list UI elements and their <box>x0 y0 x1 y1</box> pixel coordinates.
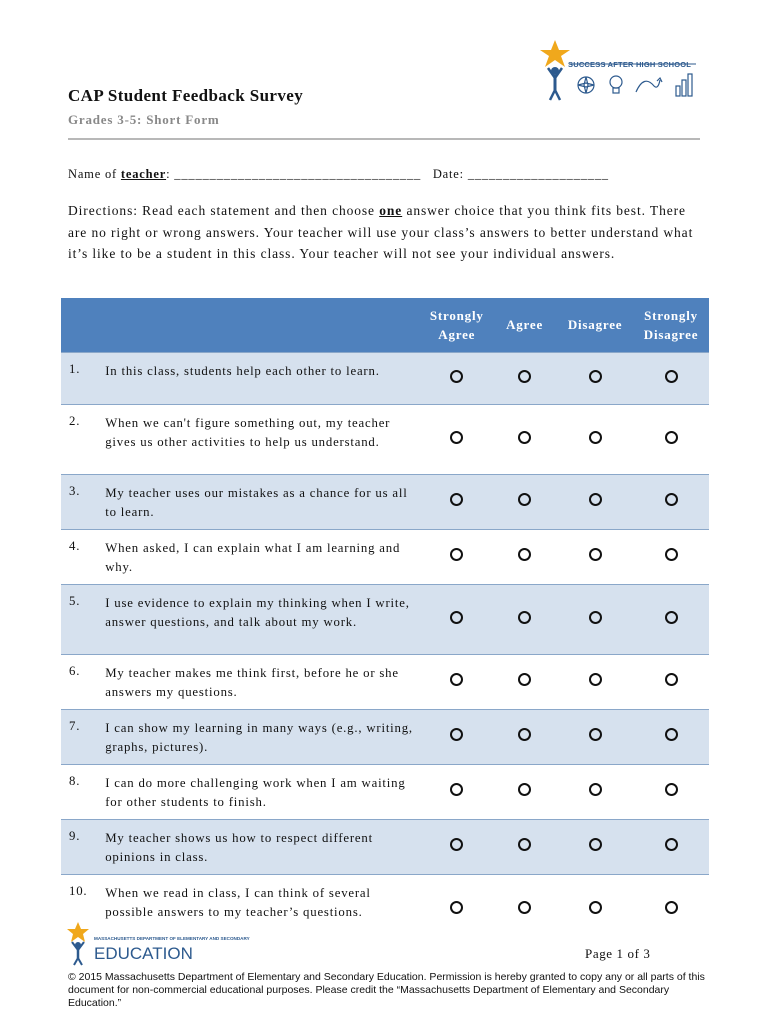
name-field[interactable]: : ___________________________________ <box>166 167 422 181</box>
answer-cell-strongly-agree <box>422 474 492 529</box>
radio-strongly-agree[interactable] <box>450 431 463 444</box>
answer-cell-disagree <box>557 764 633 819</box>
directions <box>68 200 708 265</box>
row-number: 9. <box>61 819 105 874</box>
radio-agree[interactable] <box>518 431 531 444</box>
radio-agree[interactable] <box>518 370 531 383</box>
answer-cell-disagree <box>557 709 633 764</box>
directions-part1: Directions: Read each statement and then choose <box>68 203 380 218</box>
page-title: CAP Student Feedback Survey <box>68 86 304 105</box>
answer-cell-disagree <box>557 819 633 874</box>
table-row <box>61 764 709 819</box>
answer-cell-agree <box>492 764 557 819</box>
row-statement: My teacher uses our mistakes as a chance for us all to learn. <box>105 474 421 529</box>
answer-cell-disagree <box>557 474 633 529</box>
radio-agree[interactable] <box>518 548 531 561</box>
radio-strongly-disagree[interactable] <box>665 431 678 444</box>
radio-disagree[interactable] <box>589 548 602 561</box>
answer-cell-strongly-disagree <box>633 819 709 874</box>
radio-strongly-disagree[interactable] <box>665 838 678 851</box>
row-number: 1. <box>61 352 105 404</box>
row-statement: My teacher shows us how to respect different opinions in class. <box>105 819 421 874</box>
answer-cell-strongly-disagree <box>633 654 709 709</box>
column-header-agree: Agree <box>492 298 557 352</box>
radio-agree[interactable] <box>518 783 531 796</box>
directions-part2: answer choice that you think fits best. There are no right or wrong answers. Your teacher will use your class’s answers to better understand what it’s like to be a student in this class. Your teacher will not see your individual answers. <box>68 203 694 261</box>
name-date-line <box>68 167 609 182</box>
answer-cell-disagree <box>557 654 633 709</box>
column-header-strongly-agree: Strongly Agree <box>422 298 492 352</box>
answer-cell-strongly-disagree <box>633 352 709 404</box>
radio-strongly-agree[interactable] <box>450 493 463 506</box>
star-icon <box>67 922 89 942</box>
radio-strongly-disagree[interactable] <box>665 493 678 506</box>
answer-cell-disagree <box>557 352 633 404</box>
radio-strongly-disagree[interactable] <box>665 370 678 383</box>
radio-strongly-agree[interactable] <box>450 783 463 796</box>
answer-cell-agree <box>492 584 557 654</box>
table-row <box>61 404 709 474</box>
row-statement: My teacher makes me think first, before he or she answers my questions. <box>105 654 421 709</box>
row-number: 10. <box>61 874 105 944</box>
answer-cell-strongly-agree <box>422 654 492 709</box>
radio-strongly-agree[interactable] <box>450 838 463 851</box>
table-row <box>61 352 709 404</box>
radio-disagree[interactable] <box>589 493 602 506</box>
radio-agree[interactable] <box>518 838 531 851</box>
answer-cell-strongly-disagree <box>633 584 709 654</box>
answer-cell-strongly-agree <box>422 874 492 944</box>
answer-cell-agree <box>492 874 557 944</box>
lightbulb-icon <box>610 76 622 93</box>
radio-strongly-agree[interactable] <box>450 728 463 741</box>
row-number: 5. <box>61 584 105 654</box>
radio-disagree[interactable] <box>589 370 602 383</box>
answer-cell-disagree <box>557 404 633 474</box>
answer-cell-strongly-agree <box>422 819 492 874</box>
bar-chart-icon <box>676 74 692 96</box>
radio-strongly-agree[interactable] <box>450 370 463 383</box>
answer-cell-strongly-disagree <box>633 709 709 764</box>
table-row <box>61 584 709 654</box>
answer-cell-disagree <box>557 529 633 584</box>
answer-cell-strongly-agree <box>422 764 492 819</box>
directions-emphasis: one <box>379 203 403 218</box>
answer-cell-agree <box>492 352 557 404</box>
dese-logo <box>64 922 250 966</box>
column-header-strongly-disagree: Strongly Disagree <box>633 298 709 352</box>
dese-logo-big-text: EDUCATION <box>94 944 193 963</box>
table-row <box>61 709 709 764</box>
header-blank <box>61 298 422 352</box>
answer-cell-agree <box>492 819 557 874</box>
radio-agree[interactable] <box>518 901 531 914</box>
row-statement: I can do more challenging work when I am waiting for other students to finish. <box>105 764 421 819</box>
radio-disagree[interactable] <box>589 673 602 686</box>
answer-cell-agree <box>492 404 557 474</box>
row-number: 2. <box>61 404 105 474</box>
answer-cell-agree <box>492 654 557 709</box>
radio-agree[interactable] <box>518 728 531 741</box>
answer-cell-strongly-agree <box>422 709 492 764</box>
radio-strongly-agree[interactable] <box>450 611 463 624</box>
table-row <box>61 529 709 584</box>
answer-cell-agree <box>492 529 557 584</box>
title-divider <box>68 138 700 140</box>
radio-strongly-disagree[interactable] <box>665 901 678 914</box>
row-statement: I use evidence to explain my thinking when I write, answer questions, and talk about my work. <box>105 584 421 654</box>
row-number: 3. <box>61 474 105 529</box>
row-statement: When asked, I can explain what I am learning and why. <box>105 529 421 584</box>
row-statement: When we read in class, I can think of several possible answers to my teacher’s questions. <box>105 874 421 944</box>
radio-agree[interactable] <box>518 493 531 506</box>
answer-cell-strongly-agree <box>422 404 492 474</box>
row-statement: I can show my learning in many ways (e.g., writing, graphs, pictures). <box>105 709 421 764</box>
column-header-disagree: Disagree <box>557 298 633 352</box>
answer-cell-disagree <box>557 584 633 654</box>
radio-disagree[interactable] <box>589 431 602 444</box>
row-statement: When we can't figure something out, my teacher gives us other activities to help us understand. <box>105 404 421 474</box>
row-number: 8. <box>61 764 105 819</box>
answer-cell-strongly-agree <box>422 352 492 404</box>
table-row <box>61 654 709 709</box>
radio-disagree[interactable] <box>589 783 602 796</box>
radio-strongly-disagree[interactable] <box>665 783 678 796</box>
table-row <box>61 474 709 529</box>
radio-strongly-agree[interactable] <box>450 548 463 561</box>
compass-icon <box>578 77 594 93</box>
dese-logo-small-text: MASSACHUSETTS DEPARTMENT OF ELEMENTARY AND SECONDARY <box>94 936 250 941</box>
name-label-teacher: teacher <box>120 167 167 181</box>
answer-cell-strongly-disagree <box>633 529 709 584</box>
radio-agree[interactable] <box>518 611 531 624</box>
radio-disagree[interactable] <box>589 611 602 624</box>
answer-cell-agree <box>492 474 557 529</box>
radio-strongly-agree[interactable] <box>450 673 463 686</box>
arrow-icon <box>636 78 662 92</box>
radio-strongly-disagree[interactable] <box>665 673 678 686</box>
radio-disagree[interactable] <box>589 901 602 914</box>
answer-cell-agree <box>492 709 557 764</box>
answer-cell-strongly-disagree <box>633 474 709 529</box>
page-number: Page 1 of 3 <box>585 946 651 961</box>
radio-disagree[interactable] <box>589 728 602 741</box>
copyright-notice: © 2015 Massachusetts Department of Elementary and Secondary Education. Permission is hereby granted to copy any or all parts of this document for non-commercial educational purposes. Please credit the “Massachusetts Department of Elementary and Secondary Education.” <box>68 971 705 1009</box>
row-number: 4. <box>61 529 105 584</box>
star-icon <box>540 40 570 67</box>
success-after-high-school-logo <box>536 38 706 104</box>
answer-cell-strongly-agree <box>422 584 492 654</box>
name-label-prefix: Name of <box>68 167 121 181</box>
answer-cell-strongly-agree <box>422 529 492 584</box>
answer-cell-strongly-disagree <box>633 404 709 474</box>
row-number: 7. <box>61 709 105 764</box>
survey-table <box>61 298 709 944</box>
radio-strongly-disagree[interactable] <box>665 548 678 561</box>
radio-disagree[interactable] <box>589 838 602 851</box>
answer-cell-strongly-disagree <box>633 874 709 944</box>
radio-agree[interactable] <box>518 673 531 686</box>
table-row <box>61 819 709 874</box>
answer-cell-strongly-disagree <box>633 764 709 819</box>
row-number: 6. <box>61 654 105 709</box>
radio-strongly-disagree[interactable] <box>665 728 678 741</box>
radio-strongly-disagree[interactable] <box>665 611 678 624</box>
date-field[interactable]: Date: ____________________ <box>432 167 609 181</box>
row-statement: In this class, students help each other to learn. <box>105 352 421 404</box>
page-subtitle: Grades 3-5: Short Form <box>68 112 220 127</box>
radio-strongly-agree[interactable] <box>450 901 463 914</box>
logo-caption: SUCCESS AFTER HIGH SCHOOL <box>568 60 692 69</box>
answer-cell-disagree <box>557 874 633 944</box>
